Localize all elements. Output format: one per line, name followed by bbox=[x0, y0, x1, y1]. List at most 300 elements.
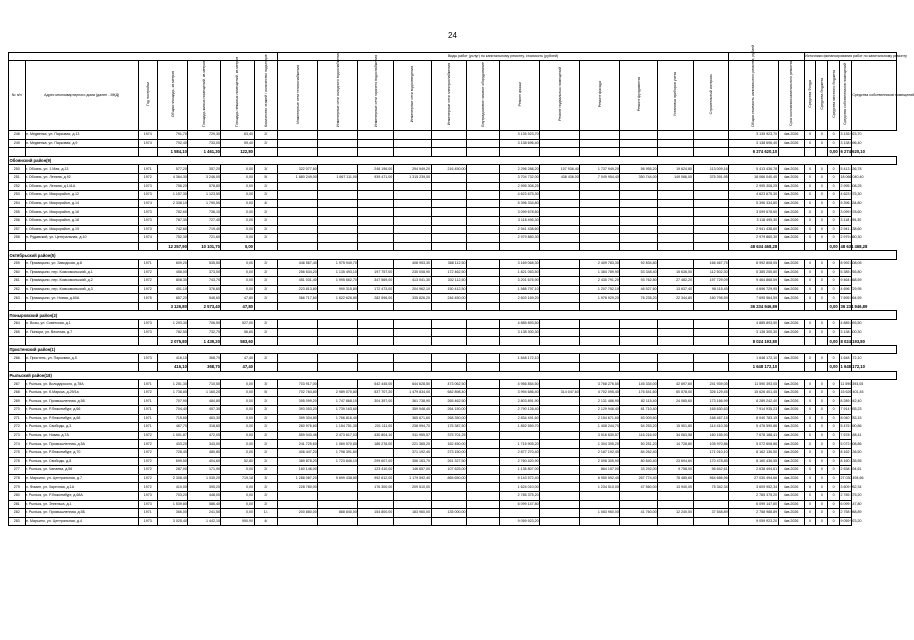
cell-s3: 0 bbox=[828, 320, 840, 329]
cell-meters bbox=[658, 500, 693, 509]
cell-living: 171,90 bbox=[188, 466, 221, 475]
cell-total: 3 099 678,60 bbox=[729, 208, 779, 217]
cell-control: 114 410,36 bbox=[693, 423, 729, 432]
cell-c1: 256 634,20 bbox=[278, 268, 318, 277]
cell-c1: 241 725,60 bbox=[278, 440, 318, 449]
cell-facade: 1 408 244,70 bbox=[580, 423, 620, 432]
cell-c2: 1 723 846,10 bbox=[318, 457, 358, 466]
cell-area: 467,70 bbox=[157, 423, 188, 432]
cell-c4: 365 671,60 bbox=[393, 414, 431, 423]
cell-s3: 0 bbox=[828, 277, 840, 286]
cell-s3: 0 bbox=[828, 225, 840, 234]
col-roof-header: Ремонт крыши bbox=[517, 81, 522, 107]
cell-control: 98 115,45 bbox=[693, 285, 729, 294]
cell-c4 bbox=[393, 234, 431, 243]
cell-facade bbox=[580, 216, 620, 225]
cell-deadline bbox=[778, 363, 804, 372]
cell-c6 bbox=[466, 474, 499, 483]
cell-meters bbox=[658, 199, 693, 208]
district-title: Рыльский район(18) bbox=[9, 371, 897, 380]
cell-floors: 2/ bbox=[254, 414, 278, 423]
cell-c5: 175 387,50 bbox=[431, 423, 466, 432]
cell-c2: 2 989 070,80 bbox=[318, 388, 358, 397]
cell-c1 bbox=[278, 328, 318, 337]
cell-area: 756,20 bbox=[157, 182, 188, 191]
cell-s4: 8 992 808,05 bbox=[840, 259, 852, 268]
cell-s4: 5 413 436,78 bbox=[840, 165, 852, 174]
cell-c2 bbox=[318, 242, 358, 251]
cell-total: 3 118 495,30 bbox=[729, 216, 779, 225]
cell-control: 166 467,75 bbox=[693, 259, 729, 268]
cell-c2 bbox=[318, 234, 358, 243]
cell-s3: 0 bbox=[828, 173, 840, 182]
cell-roof: 2 785 375,20 bbox=[500, 491, 540, 500]
cell-s2 bbox=[816, 302, 828, 311]
cell-s2: 0 bbox=[816, 414, 828, 423]
cell-c5 bbox=[431, 500, 466, 509]
cell-deadline: 4кв.2026 bbox=[778, 139, 804, 148]
cell-s1: 0 bbox=[804, 423, 816, 432]
cell-s4: 2 995 308,25 bbox=[840, 182, 852, 191]
cell-c5 bbox=[431, 242, 466, 251]
cell-deadline: 4кв.2026 bbox=[778, 208, 804, 217]
cell-s4: 4 885 893,50 bbox=[840, 320, 852, 329]
cell-s4: 3 135 923,70 bbox=[840, 131, 852, 140]
table-row bbox=[9, 182, 897, 191]
cell-floors bbox=[254, 148, 278, 157]
cell-total: 2 758 988,89 bbox=[729, 509, 779, 518]
cell-control bbox=[693, 216, 729, 225]
cell-c2: 1 667 111,00 bbox=[318, 173, 358, 182]
cell-floors: 2/ bbox=[254, 139, 278, 148]
cell-basement bbox=[540, 294, 580, 303]
cell-address: п. Марьино, ул. Центральная, д.4 bbox=[25, 517, 138, 526]
cell-c2 bbox=[318, 182, 358, 191]
col-power-header: Инженерные сети электроснабжения bbox=[446, 62, 451, 126]
cell-foundation: 47 560,00 bbox=[620, 483, 658, 492]
cell-c4: 335 826,20 bbox=[393, 294, 431, 303]
cell-c6 bbox=[466, 380, 499, 389]
cell-c5 bbox=[431, 363, 466, 372]
cell-s2: 0 bbox=[816, 457, 828, 466]
cell-s4: 8 040 783,15 bbox=[840, 414, 852, 423]
cell-no: 277 bbox=[9, 466, 26, 475]
cell-facade: 2 409 783,30 bbox=[580, 259, 620, 268]
cell-year: 1971 bbox=[138, 259, 157, 268]
cell-area: 1 251,30 bbox=[157, 380, 188, 389]
cell-s3: 0,00 bbox=[829, 304, 838, 310]
cell-foundation: 41 760,00 bbox=[620, 509, 658, 518]
table-row bbox=[9, 216, 897, 225]
cell-address: г. Рыльск, ул. Новая, д.7А bbox=[25, 431, 138, 440]
cell-c6 bbox=[466, 148, 499, 157]
cell-nonliv: 47,40 bbox=[221, 363, 254, 372]
cell-roof bbox=[500, 431, 540, 440]
cell-year bbox=[138, 242, 157, 251]
cell-c1: 393 053,20 bbox=[278, 406, 318, 415]
cell-c6 bbox=[466, 320, 499, 329]
cell-basement bbox=[540, 191, 580, 200]
cell-s2: 0 bbox=[816, 208, 828, 217]
cell-floors: 2/ bbox=[254, 406, 278, 415]
cell-total: 9 059 923,20 bbox=[729, 517, 779, 526]
cell-s1: 0 bbox=[804, 431, 816, 440]
cell-nonliv: 0,00 bbox=[221, 165, 254, 174]
cell-floors: 2/ bbox=[254, 440, 278, 449]
cell-meters bbox=[658, 139, 693, 148]
cell-s1: 0 bbox=[804, 225, 816, 234]
cell-area: 410,00 bbox=[157, 483, 188, 492]
cell-s3: 0 bbox=[828, 259, 840, 268]
cell-s3: 0 bbox=[828, 448, 840, 457]
cell-c4 bbox=[393, 302, 431, 311]
cell-basement bbox=[540, 517, 580, 526]
cell-c1 bbox=[278, 139, 318, 148]
cell-nonliv: 0,00 bbox=[221, 414, 254, 423]
col-cold-water-header: Инженерные сети холодного водоснабжения bbox=[335, 52, 340, 127]
cell-c1: 399 304,80 bbox=[278, 414, 318, 423]
cell-control bbox=[693, 363, 729, 372]
cell-s2: 0 bbox=[816, 500, 828, 509]
cell-roof: 1 136 807,00 bbox=[500, 466, 540, 475]
cell-s1: 0 bbox=[804, 448, 816, 457]
table-row bbox=[9, 285, 897, 294]
cell-no: 263 bbox=[9, 294, 26, 303]
cell-control bbox=[693, 191, 729, 200]
cell-c5 bbox=[431, 302, 466, 311]
cell-c4: 361 738,90 bbox=[393, 397, 431, 406]
cell-s1 bbox=[804, 302, 816, 311]
cell-s1: 0 bbox=[804, 139, 816, 148]
table-row bbox=[9, 199, 897, 208]
cell-living: 586,40 bbox=[188, 500, 221, 509]
cell-deadline: 4кв.2026 bbox=[778, 173, 804, 182]
cell-c2 bbox=[318, 337, 358, 346]
cell-c3: 304 397,00 bbox=[358, 397, 393, 406]
cell-floors: 2/ bbox=[254, 277, 278, 286]
cell-s1: 0 bbox=[804, 191, 816, 200]
cell-floors: 2/ bbox=[254, 483, 278, 492]
cell-year: 1973 bbox=[138, 517, 157, 526]
cell-total: 5 396 334,80 bbox=[729, 199, 779, 208]
table-row bbox=[9, 165, 897, 174]
cell-facade bbox=[580, 208, 620, 217]
table-row bbox=[9, 139, 897, 148]
cell-facade bbox=[580, 363, 620, 372]
cell-nonliv: 122,80 bbox=[221, 148, 254, 157]
cell-no: 271 bbox=[9, 414, 26, 423]
cell-floors bbox=[254, 242, 278, 251]
cell-total: 36 234 946,89 bbox=[729, 302, 779, 311]
cell-c1 bbox=[278, 182, 318, 191]
cell-basement bbox=[540, 509, 580, 518]
cell-address bbox=[25, 148, 138, 157]
cell-control: 375 391,95 bbox=[693, 173, 729, 182]
cell-area: 1 157,30 bbox=[157, 191, 188, 200]
cell-c2 bbox=[318, 191, 358, 200]
cell-year: 1972 bbox=[138, 474, 157, 483]
cell-floors: 2/ bbox=[254, 285, 278, 294]
cell-basement bbox=[540, 302, 580, 311]
cell-c6 bbox=[466, 388, 499, 397]
col-total-cost-header: Общая стоимость капитального ремонта, рублей bbox=[751, 44, 756, 127]
cell-c1: 260 976,60 bbox=[278, 423, 318, 432]
cell-basement bbox=[540, 131, 580, 140]
cell-area: 1 293,30 bbox=[157, 320, 188, 329]
cell-floors: 2/ bbox=[254, 423, 278, 432]
cell-foundation bbox=[620, 328, 658, 337]
cell-year: 1971 bbox=[138, 406, 157, 415]
cell-c1: 395 099,20 bbox=[278, 397, 318, 406]
cell-s3: 0 bbox=[828, 191, 840, 200]
table-row bbox=[9, 491, 897, 500]
cell-s1: 0 bbox=[804, 406, 816, 415]
cell-basement: 107 936,40 bbox=[540, 165, 580, 174]
table-body bbox=[9, 131, 897, 526]
cell-s1: 0 bbox=[804, 440, 816, 449]
cell-facade bbox=[580, 191, 620, 200]
cell-s3: 0 bbox=[828, 294, 840, 303]
cell-meters bbox=[658, 148, 693, 157]
cell-foundation bbox=[620, 491, 658, 500]
cell-floors: 2/ bbox=[254, 448, 278, 457]
cell-living: 1 442,10 bbox=[188, 517, 221, 526]
cell-foundation bbox=[620, 302, 658, 311]
cell-s2: 0 bbox=[816, 491, 828, 500]
cell-living: 457,30 bbox=[188, 406, 221, 415]
cell-address: г. Рыльск, ул. Чапаева, д.56 bbox=[25, 466, 138, 475]
cell-c6 bbox=[466, 337, 499, 346]
cell-c6 bbox=[466, 165, 499, 174]
cell-no bbox=[9, 302, 26, 311]
cell-floors: 2/ bbox=[254, 320, 278, 329]
cell-area: 699,50 bbox=[157, 457, 188, 466]
cell-nonliv: 0,00 bbox=[221, 191, 254, 200]
cell-facade: 3 768 276,50 bbox=[580, 380, 620, 389]
cell-deadline bbox=[778, 302, 804, 311]
cell-foundation bbox=[620, 199, 658, 208]
cell-address: г. Рыльск, ул. Р.Люксембург, д.68 bbox=[25, 414, 138, 423]
cell-c3: 154 800,00 bbox=[358, 509, 393, 518]
cell-nonliv: 47,80 bbox=[221, 302, 254, 311]
cell-c1: 322 077,60 bbox=[278, 165, 318, 174]
cell-address bbox=[25, 363, 138, 372]
cell-s2: 0 bbox=[816, 199, 828, 208]
cell-facade: 2 187 192,40 bbox=[580, 448, 620, 457]
cell-s1: 0 bbox=[804, 509, 816, 518]
cell-roof: 3 138 300,30 bbox=[500, 328, 540, 337]
cell-s4: 2 941 438,60 bbox=[840, 225, 852, 234]
cell-control bbox=[693, 208, 729, 217]
cell-year: 1974 bbox=[138, 139, 157, 148]
cell-s4: 7 678 188,41 bbox=[840, 431, 852, 440]
cell-c6 bbox=[466, 491, 499, 500]
cell-nonliv: 0,00 bbox=[221, 491, 254, 500]
cell-s2: 0 bbox=[816, 165, 828, 174]
cell-deadline bbox=[778, 242, 804, 251]
cell-c2: 1 622 626,80 bbox=[318, 294, 358, 303]
cell-c6 bbox=[466, 440, 499, 449]
cell-c1 bbox=[278, 234, 318, 243]
cell-year: 1972 bbox=[138, 457, 157, 466]
cell-c4 bbox=[393, 337, 431, 346]
cell-c2: 1 135 493,10 bbox=[318, 268, 358, 277]
cell-deadline: 4кв.2026 bbox=[778, 234, 804, 243]
cell-control: 75 342,34 bbox=[693, 483, 729, 492]
cell-living: 721,60 bbox=[188, 234, 221, 243]
cell-basement bbox=[540, 406, 580, 415]
cell-c3 bbox=[358, 148, 393, 157]
table-row bbox=[9, 354, 897, 363]
cell-deadline: 4кв.2026 bbox=[778, 182, 804, 191]
cell-deadline: 4кв.2026 bbox=[778, 285, 804, 294]
cell-floors: 2/ bbox=[254, 457, 278, 466]
cell-c6 bbox=[466, 517, 499, 526]
cell-foundation bbox=[620, 242, 658, 251]
cell-living: 732,70 bbox=[188, 328, 221, 337]
cell-s1: 0 bbox=[804, 397, 816, 406]
cell-facade bbox=[580, 242, 620, 251]
district-title: Пристенский район(1) bbox=[9, 345, 897, 354]
cell-basement bbox=[540, 242, 580, 251]
cell-meters: 15 636,00 bbox=[658, 268, 693, 277]
cell-roof: 1 821 063,50 bbox=[500, 268, 540, 277]
cell-nonliv: 0,00 bbox=[221, 388, 254, 397]
cell-c3: 939 471,00 bbox=[358, 173, 393, 182]
table-row bbox=[9, 509, 897, 518]
cell-s1: 0 bbox=[804, 466, 816, 475]
cell-nonliv: 0,00 bbox=[221, 380, 254, 389]
cell-c5: 265 462,50 bbox=[431, 397, 466, 406]
cell-area: 704,40 bbox=[157, 406, 188, 415]
cell-year: 1974 bbox=[138, 199, 157, 208]
col-deadline-header: Срок окончания капитального ремонта bbox=[789, 61, 794, 127]
cell-area: 4 364,30 bbox=[157, 173, 188, 182]
cell-c6 bbox=[466, 234, 499, 243]
cell-s3: 0 bbox=[828, 208, 840, 217]
table-row bbox=[9, 448, 897, 457]
cell-s1: 0 bbox=[804, 320, 816, 329]
cell-roof: 1 648 172,10 bbox=[500, 354, 540, 363]
cell-s3: 0,00 bbox=[829, 244, 838, 250]
cell-c4: 204 962,10 bbox=[393, 285, 431, 294]
cell-control: 160 798,59 bbox=[693, 294, 729, 303]
cell-no: 250 bbox=[9, 165, 26, 174]
cell-nonliv: 52,80 bbox=[221, 457, 254, 466]
cell-s2: 0 bbox=[816, 268, 828, 277]
cell-s4: 6 099 147,80 bbox=[840, 500, 852, 509]
cell-s3: 0 bbox=[828, 440, 840, 449]
cell-total: 7 914 935,23 bbox=[729, 406, 779, 415]
cell-roof: 2 790 128,40 bbox=[500, 406, 540, 415]
cell-year: 1972 bbox=[138, 431, 157, 440]
cell-total: 5 476 590,86 bbox=[729, 423, 779, 432]
cell-area: 609,20 bbox=[157, 259, 188, 268]
cell-s3: 0 bbox=[828, 457, 840, 466]
cell-s4: 15 626 401,45 bbox=[840, 388, 852, 397]
cell-s3: 0 bbox=[828, 139, 840, 148]
cell-foundation: 92 834,80 bbox=[620, 259, 658, 268]
cell-s4: 5 396 334,80 bbox=[840, 199, 852, 208]
col-year-header: Год постройки bbox=[145, 82, 150, 106]
cell-total: 7 678 188,41 bbox=[729, 431, 779, 440]
cell-nonliv: 0,00 bbox=[221, 466, 254, 475]
cell-address bbox=[25, 337, 138, 346]
cell-basement bbox=[540, 148, 580, 157]
cell-control bbox=[693, 302, 729, 311]
table-row bbox=[9, 259, 897, 268]
cell-no bbox=[9, 242, 26, 251]
cell-year: 1971 bbox=[138, 509, 157, 518]
cell-s4: 5 072 608,86 bbox=[840, 440, 852, 449]
cell-meters: 34 063,58 bbox=[658, 431, 693, 440]
cell-c2 bbox=[318, 500, 358, 509]
cell-roof: 3 135 923,70 bbox=[500, 131, 540, 140]
cell-facade: 1 304 395,20 bbox=[580, 440, 620, 449]
cell-foundation: 81 710,40 bbox=[620, 406, 658, 415]
cell-c3 bbox=[358, 363, 393, 372]
cell-s2: 0 bbox=[816, 474, 828, 483]
cell-c3 bbox=[358, 182, 393, 191]
cell-roof: 2 995 308,25 bbox=[500, 182, 540, 191]
cell-c3 bbox=[358, 337, 393, 346]
cell-year bbox=[138, 363, 157, 372]
cell-c5: 216 450,00 bbox=[431, 165, 466, 174]
cell-c2: 990 315,80 bbox=[318, 285, 358, 294]
cell-floors: 4/ bbox=[254, 517, 278, 526]
cell-s3: 0 bbox=[828, 328, 840, 337]
cell-foundation bbox=[620, 148, 658, 157]
cell-area: 782,50 bbox=[157, 328, 188, 337]
cell-s2: 0 bbox=[816, 509, 828, 518]
cell-floors: 5/ bbox=[254, 388, 278, 397]
cell-c1: 559 043,46 bbox=[278, 431, 318, 440]
cell-no: 261 bbox=[9, 277, 26, 286]
cell-floors: 2/ bbox=[254, 328, 278, 337]
cell-s1: 0 bbox=[804, 414, 816, 423]
table-row bbox=[9, 328, 897, 337]
cell-c4 bbox=[393, 320, 431, 329]
cell-roof: 4 623 675,30 bbox=[500, 191, 540, 200]
cell-basement bbox=[540, 259, 580, 268]
cell-living: 241,50 bbox=[188, 509, 221, 518]
district-section-row bbox=[9, 345, 897, 354]
cell-deadline: 4кв.2026 bbox=[778, 517, 804, 526]
cell-living: 710,50 bbox=[188, 380, 221, 389]
cell-deadline: 4кв.2026 bbox=[778, 380, 804, 389]
cell-c2 bbox=[318, 466, 358, 475]
cell-living: 463,30 bbox=[188, 414, 221, 423]
cell-c1: 160 146,00 bbox=[278, 466, 318, 475]
cell-s3: 0 bbox=[828, 397, 840, 406]
cell-nonliv: 0,00 bbox=[221, 406, 254, 415]
cell-c6 bbox=[466, 208, 499, 217]
cell-year: 1972 bbox=[138, 268, 157, 277]
cell-c4 bbox=[393, 491, 431, 500]
cell-c3 bbox=[358, 139, 393, 148]
cell-foundation bbox=[620, 131, 658, 140]
cell-area: 787,30 bbox=[157, 216, 188, 225]
cell-c4: 183 960,00 bbox=[393, 509, 431, 518]
cell-c5: 302 112,50 bbox=[431, 277, 466, 286]
cell-c5 bbox=[431, 483, 466, 492]
cell-living: 1 439,20 bbox=[188, 337, 221, 346]
cell-c2: 1 975 940,70 bbox=[318, 259, 358, 268]
cell-s2: 0 bbox=[816, 320, 828, 329]
cell-c4: 238 994,70 bbox=[393, 423, 431, 432]
cell-roof bbox=[500, 509, 540, 518]
cell-total: 8 162 136,50 bbox=[729, 448, 779, 457]
